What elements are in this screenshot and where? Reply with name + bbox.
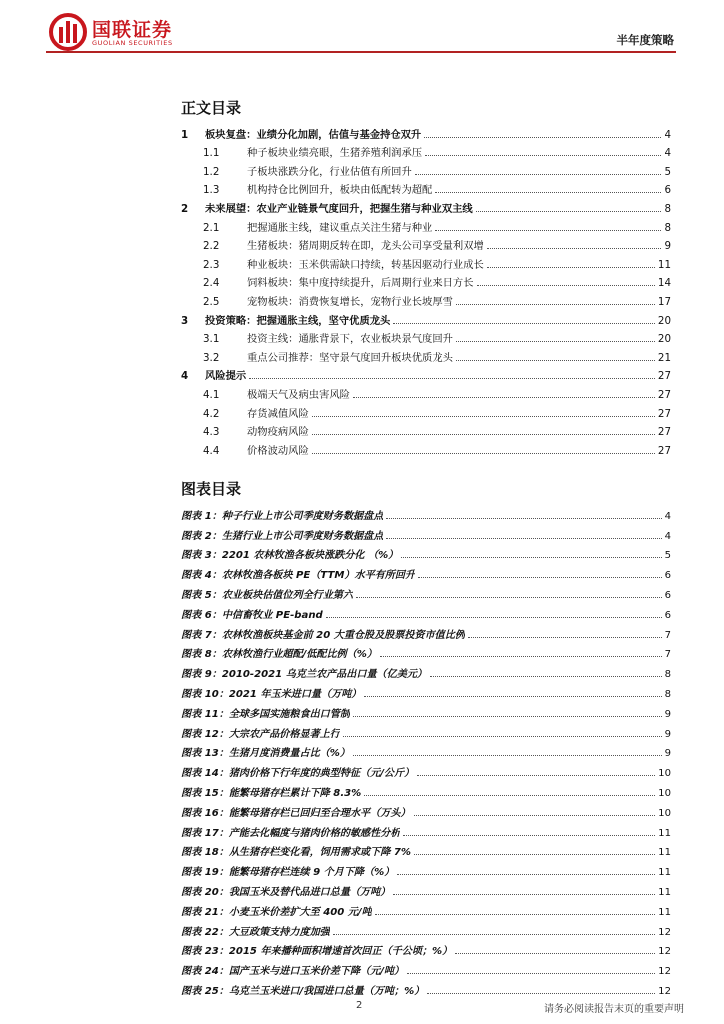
figure-list bbox=[181, 502, 671, 997]
document-type: 半年度策略 bbox=[616, 33, 674, 47]
figure-entry-page: 10 bbox=[658, 807, 671, 819]
figure-entry[interactable] bbox=[181, 542, 671, 562]
toc-leader-dots bbox=[435, 192, 661, 193]
figure-entry[interactable] bbox=[181, 720, 671, 740]
toc-entry[interactable] bbox=[181, 271, 671, 290]
figure-entry-text: 图表 16：能繁母猪存栏已回归至合理水平（万头） bbox=[181, 807, 411, 819]
header-divider bbox=[46, 51, 676, 53]
figure-entry[interactable] bbox=[181, 977, 671, 997]
figure-entry[interactable] bbox=[181, 601, 671, 621]
figure-leader-dots bbox=[393, 894, 655, 895]
figure-entry-page: 11 bbox=[658, 827, 671, 839]
figure-leader-dots bbox=[401, 557, 661, 558]
figure-entry[interactable] bbox=[181, 858, 671, 878]
toc-entry-text: 重点公司推荐：坚守景气度回升板块优质龙头 bbox=[247, 351, 453, 364]
toc-entry[interactable] bbox=[181, 215, 671, 234]
figure-entry-text: 图表 21：小麦玉米价差扩大至 400 元/吨 bbox=[181, 906, 372, 918]
toc-entry-text: 把握通胀主线，建议重点关注生猪与种业 bbox=[247, 221, 433, 234]
figure-entry-text: 图表 12：大宗农产品价格显著上行 bbox=[181, 728, 340, 740]
toc-entry[interactable] bbox=[181, 401, 671, 420]
toc-entry-number: 2.5 bbox=[203, 295, 220, 308]
brand-logo bbox=[48, 12, 208, 52]
table-of-contents bbox=[181, 122, 671, 457]
toc-entry-text: 存货减值风险 bbox=[247, 407, 309, 420]
toc-entry-text: 种子板块业绩亮眼，生猪养殖利润承压 bbox=[247, 147, 423, 160]
toc-entry[interactable] bbox=[181, 345, 671, 364]
figure-entry[interactable] bbox=[181, 799, 671, 819]
toc-entry-page: 6 bbox=[664, 184, 671, 197]
figure-leader-dots bbox=[343, 736, 662, 737]
toc-entry[interactable] bbox=[181, 438, 671, 457]
toc-entry-number: 4.1 bbox=[203, 388, 220, 401]
figure-entry-text: 图表 5：农业板块估值位列全行业第六 bbox=[181, 589, 354, 601]
figure-leader-dots bbox=[403, 835, 655, 836]
figure-leader-dots bbox=[418, 577, 661, 578]
toc-entry-number: 4.4 bbox=[203, 444, 220, 457]
figure-leader-dots bbox=[386, 518, 661, 519]
toc-entry[interactable] bbox=[181, 234, 671, 253]
figure-entry-text: 图表 3：2201 农林牧渔各板块涨跌分化 （%） bbox=[181, 550, 399, 562]
toc-leader-dots bbox=[456, 341, 655, 342]
disclaimer-note: 请务必阅读报告末页的重要声明 bbox=[544, 1004, 684, 1015]
toc-leader-dots bbox=[249, 378, 655, 379]
figure-entry[interactable] bbox=[181, 759, 671, 779]
page-header bbox=[0, 0, 724, 64]
toc-entry-page: 9 bbox=[664, 240, 671, 253]
toc-entry-page: 14 bbox=[657, 277, 671, 290]
figure-entry[interactable] bbox=[181, 641, 671, 661]
toc-entry-number: 2.3 bbox=[203, 258, 220, 271]
toc-entry-text: 种业板块：玉米供需缺口持续，转基因驱动行业成长 bbox=[247, 258, 484, 271]
toc-entry-number: 1.1 bbox=[203, 147, 220, 160]
figure-leader-dots bbox=[397, 874, 655, 875]
toc-entry-page: 4 bbox=[664, 128, 671, 141]
toc-entry-number: 3.2 bbox=[203, 351, 220, 364]
toc-entry-number: 3 bbox=[181, 314, 189, 327]
figure-entry-page: 11 bbox=[658, 906, 671, 918]
toc-entry-page: 27 bbox=[657, 444, 671, 457]
figure-entry-page: 8 bbox=[664, 669, 671, 681]
figure-entry-page: 12 bbox=[658, 985, 671, 997]
toc-leader-dots bbox=[435, 230, 661, 231]
toc-entry[interactable] bbox=[181, 141, 671, 160]
toc-entry-text: 机构持仓比例回升，板块由低配转为超配 bbox=[247, 184, 433, 197]
toc-entry-page: 4 bbox=[664, 147, 671, 160]
figure-entry-text: 图表 10：2021 年玉米进口量（万吨） bbox=[181, 688, 362, 700]
figure-entry[interactable] bbox=[181, 839, 671, 859]
figure-leader-dots bbox=[468, 637, 662, 638]
figure-leader-dots bbox=[380, 656, 662, 657]
figure-entry-text: 图表 4：农林牧渔各板块 PE（TTM）水平有所回升 bbox=[181, 570, 416, 582]
figure-entry-text: 图表 20：我国玉米及替代品进口总量（万吨） bbox=[181, 886, 391, 898]
toc-leader-dots bbox=[312, 453, 655, 454]
toc-entry-number: 1.2 bbox=[203, 165, 220, 178]
toc-entry-number: 1.3 bbox=[203, 184, 220, 197]
toc-entry-number: 4.3 bbox=[203, 426, 220, 439]
toc-leader-dots bbox=[312, 434, 655, 435]
toc-entry-number: 1 bbox=[181, 128, 189, 141]
figure-entry-text: 图表 14：猪肉价格下行年度的典型特征（元/公斤） bbox=[181, 768, 415, 780]
figure-leader-dots bbox=[364, 795, 655, 796]
toc-entry-text: 子板块涨跌分化，行业估值有所回升 bbox=[247, 165, 412, 178]
figure-entry[interactable] bbox=[181, 918, 671, 938]
toc-entry[interactable] bbox=[181, 420, 671, 439]
toc-entry[interactable] bbox=[181, 122, 671, 141]
toc-entry-text: 投资主线：通胀背景下，农业板块景气度回升 bbox=[247, 333, 453, 346]
figure-entry-page: 6 bbox=[664, 589, 671, 601]
toc-entry-number: 4 bbox=[181, 370, 189, 383]
figure-entry-text: 图表 11：全球多国实施粮食出口管制 bbox=[181, 708, 350, 720]
figure-entry-text: 图表 15：能繁母猪存栏累计下降 8.3% bbox=[181, 787, 362, 799]
figure-entry-page: 12 bbox=[658, 966, 671, 978]
toc-entry-page: 5 bbox=[664, 165, 671, 178]
toc-entry-number: 2.1 bbox=[203, 221, 220, 234]
figure-entry-text: 图表 18：从生猪存栏变化看，饲用需求或下降 7% bbox=[181, 847, 411, 859]
toc-entry[interactable] bbox=[181, 327, 671, 346]
toc-entry-page: 27 bbox=[657, 407, 671, 420]
figure-leader-dots bbox=[414, 854, 655, 855]
toc-leader-dots bbox=[456, 360, 655, 361]
figure-entry-text: 图表 13：生猪月度消费量占比（%） bbox=[181, 748, 350, 760]
toc-entry-page: 20 bbox=[657, 314, 671, 327]
toc-entry-number: 2.4 bbox=[203, 277, 220, 290]
figure-entry-text: 图表 22：大豆政策支持力度加强 bbox=[181, 926, 330, 938]
figure-leader-dots bbox=[353, 716, 662, 717]
toc-entry-text: 未来展望：农业产业链景气度回升，把握生猪与种业双主线 bbox=[205, 202, 473, 215]
toc-leader-dots bbox=[353, 397, 655, 398]
figure-entry[interactable] bbox=[181, 522, 671, 542]
figure-entry[interactable] bbox=[181, 502, 671, 522]
figure-leader-dots bbox=[427, 993, 655, 994]
figure-entry[interactable] bbox=[181, 700, 671, 720]
page-number: 2 bbox=[356, 1000, 363, 1011]
figure-entry-page: 9 bbox=[664, 708, 671, 720]
toc-entry[interactable] bbox=[181, 159, 671, 178]
figure-leader-dots bbox=[407, 973, 655, 974]
figure-leader-dots bbox=[326, 617, 662, 618]
toc-leader-dots bbox=[487, 267, 655, 268]
figure-entry-page: 9 bbox=[664, 748, 671, 760]
figure-leader-dots bbox=[333, 934, 655, 935]
figure-entry-page: 6 bbox=[664, 570, 671, 582]
figure-entry[interactable] bbox=[181, 779, 671, 799]
toc-leader-dots bbox=[393, 323, 655, 324]
toc-entry[interactable] bbox=[181, 196, 671, 215]
toc-leader-dots bbox=[312, 416, 655, 417]
figure-entry[interactable] bbox=[181, 581, 671, 601]
toc-entry-text: 极端天气及病虫害风险 bbox=[247, 388, 350, 401]
figure-leader-dots bbox=[455, 953, 655, 954]
toc-title: 正文目录 bbox=[181, 99, 242, 117]
toc-leader-dots bbox=[425, 155, 661, 156]
figure-entry-text: 图表 25：乌克兰玉米进口/我国进口总量（万吨；%） bbox=[181, 985, 425, 997]
toc-entry[interactable] bbox=[181, 308, 671, 327]
figure-entry-page: 11 bbox=[658, 886, 671, 898]
figure-entry-text: 图表 23：2015 年来播种面积增速首次回正（千公顷；%） bbox=[181, 946, 453, 958]
toc-entry-number: 2.2 bbox=[203, 240, 220, 253]
figure-entry[interactable] bbox=[181, 957, 671, 977]
toc-entry-text: 宠物板块：消费恢复增长，宠物行业长坡厚雪 bbox=[247, 295, 453, 308]
toc-entry-text: 动物疫病风险 bbox=[247, 426, 309, 439]
figure-leader-dots bbox=[375, 914, 655, 915]
figure-leader-dots bbox=[430, 676, 662, 677]
toc-entry-page: 27 bbox=[657, 370, 671, 383]
figure-entry-page: 5 bbox=[664, 550, 671, 562]
toc-leader-dots bbox=[487, 248, 662, 249]
figure-leader-dots bbox=[386, 538, 661, 539]
figure-entry-page: 10 bbox=[658, 768, 671, 780]
figure-entry-text: 图表 19：能繁母猪存栏连续 9 个月下降（%） bbox=[181, 867, 395, 879]
toc-leader-dots bbox=[456, 304, 655, 305]
figure-entry-page: 12 bbox=[658, 926, 671, 938]
figure-leader-dots bbox=[417, 775, 655, 776]
brand-name-cn: 国联证券 bbox=[92, 19, 173, 41]
brand-logo-icon bbox=[48, 12, 88, 52]
figure-entry-text: 图表 6：中信畜牧业 PE-band bbox=[181, 609, 323, 621]
toc-entry-page: 17 bbox=[657, 295, 671, 308]
figure-entry-text: 图表 7：农林牧渔板块基金前 20 大重仓股及股票投资市值比例 bbox=[181, 629, 465, 641]
figure-entry-text: 图表 9：2010-2021 乌克兰农产品出口量（亿美元） bbox=[181, 669, 428, 681]
toc-entry-text: 生猪板块：猪周期反转在即，龙头公司享受量利双增 bbox=[247, 240, 484, 253]
figure-entry-page: 9 bbox=[664, 728, 671, 740]
figure-entry-page: 6 bbox=[664, 609, 671, 621]
toc-entry-text: 价格波动风险 bbox=[247, 444, 309, 457]
toc-leader-dots bbox=[424, 137, 661, 138]
figure-entry-page: 4 bbox=[664, 530, 671, 542]
toc-entry-text: 风险提示 bbox=[205, 370, 247, 383]
figure-list-title: 图表目录 bbox=[181, 480, 242, 498]
figure-entry[interactable] bbox=[181, 878, 671, 898]
toc-entry-number: 2 bbox=[181, 202, 189, 215]
figure-entry-page: 11 bbox=[658, 867, 671, 879]
toc-entry-page: 8 bbox=[664, 202, 671, 215]
toc-entry-text: 板块复盘：业绩分化加剧，估值与基金持仓双升 bbox=[205, 128, 422, 141]
figure-entry-text: 图表 1：种子行业上市公司季度财务数据盘点 bbox=[181, 510, 384, 522]
toc-entry-page: 21 bbox=[657, 351, 671, 364]
toc-entry-page: 20 bbox=[657, 333, 671, 346]
figure-entry[interactable] bbox=[181, 819, 671, 839]
toc-leader-dots bbox=[477, 285, 655, 286]
figure-entry[interactable] bbox=[181, 898, 671, 918]
toc-entry-number: 3.1 bbox=[203, 333, 220, 346]
toc-entry[interactable] bbox=[181, 382, 671, 401]
toc-entry-page: 8 bbox=[664, 221, 671, 234]
figure-entry-page: 8 bbox=[664, 688, 671, 700]
figure-leader-dots bbox=[353, 755, 662, 756]
figure-entry-page: 7 bbox=[664, 629, 671, 641]
toc-entry-text: 投资策略：把握通胀主线，坚守优质龙头 bbox=[205, 314, 391, 327]
figure-entry-page: 7 bbox=[664, 649, 671, 661]
toc-leader-dots bbox=[476, 211, 662, 212]
figure-entry[interactable] bbox=[181, 621, 671, 641]
figure-entry[interactable] bbox=[181, 680, 671, 700]
toc-entry[interactable] bbox=[181, 289, 671, 308]
figure-entry[interactable] bbox=[181, 561, 671, 581]
toc-entry-text: 饲料板块：集中度持续提升，后周期行业来日方长 bbox=[247, 277, 474, 290]
figure-leader-dots bbox=[356, 597, 662, 598]
toc-entry-number: 4.2 bbox=[203, 407, 220, 420]
toc-leader-dots bbox=[415, 174, 662, 175]
figure-entry-text: 图表 2：生猪行业上市公司季度财务数据盘点 bbox=[181, 530, 384, 542]
brand-name-en: GUOLIAN SECURITIES bbox=[92, 39, 173, 47]
toc-entry-page: 27 bbox=[657, 388, 671, 401]
toc-entry-page: 27 bbox=[657, 426, 671, 439]
toc-entry[interactable] bbox=[181, 252, 671, 271]
figure-entry[interactable] bbox=[181, 938, 671, 958]
figure-entry-text: 图表 8：农林牧渔行业超配/低配比例（%） bbox=[181, 649, 377, 661]
figure-entry-text: 图表 24：国产玉米与进口玉米价差下降（元/吨） bbox=[181, 966, 405, 978]
figure-entry-page: 12 bbox=[658, 946, 671, 958]
figure-leader-dots bbox=[364, 696, 661, 697]
figure-leader-dots bbox=[414, 815, 656, 816]
toc-entry[interactable] bbox=[181, 364, 671, 383]
toc-entry[interactable] bbox=[181, 178, 671, 197]
figure-entry-page: 10 bbox=[658, 787, 671, 799]
figure-entry[interactable] bbox=[181, 660, 671, 680]
figure-entry-page: 11 bbox=[658, 847, 671, 859]
toc-entry-page: 11 bbox=[657, 258, 671, 271]
figure-entry[interactable] bbox=[181, 740, 671, 760]
figure-entry-text: 图表 17：产能去化幅度与猪肉价格的敏感性分析 bbox=[181, 827, 401, 839]
figure-entry-page: 4 bbox=[664, 510, 671, 522]
